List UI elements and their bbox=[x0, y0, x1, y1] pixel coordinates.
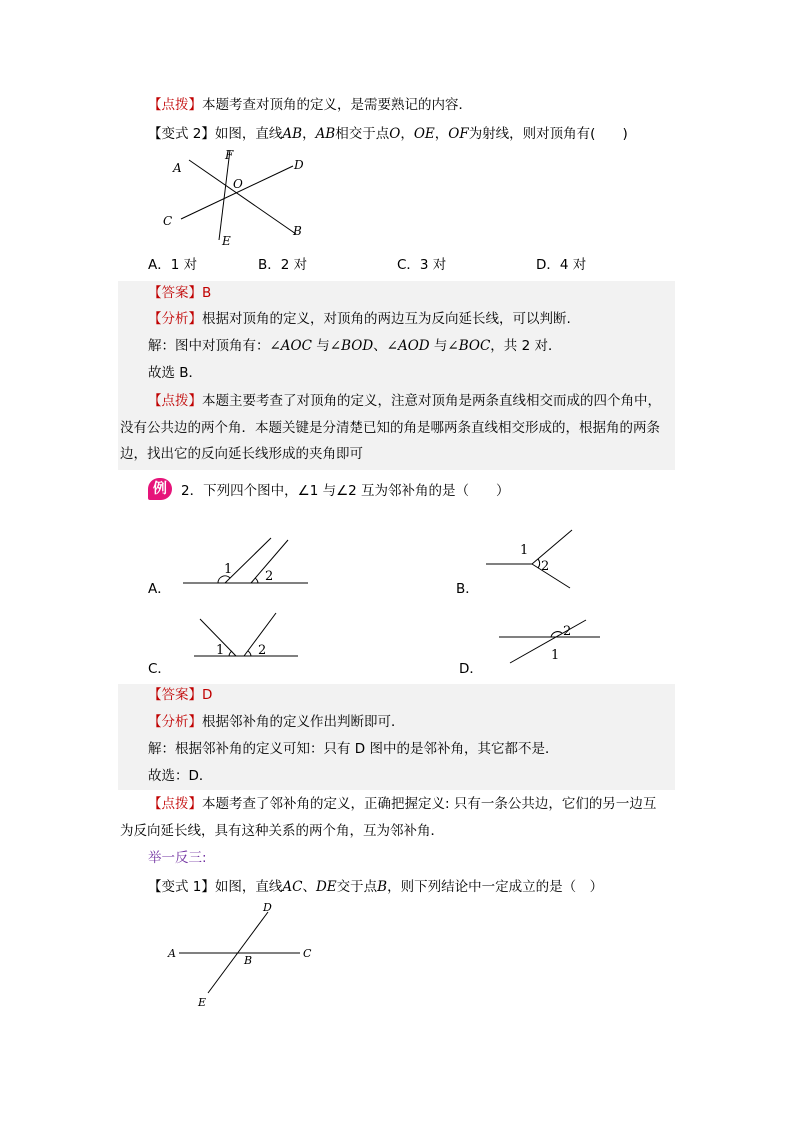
angle: ∠BOC bbox=[447, 338, 491, 354]
question-text: 交于点 bbox=[336, 879, 378, 895]
label-b: B bbox=[244, 954, 253, 967]
angle-arc-2 bbox=[255, 578, 258, 583]
label-d: D bbox=[294, 158, 304, 172]
label-o: O bbox=[233, 177, 243, 191]
sep: 、 bbox=[373, 338, 387, 354]
label-b: B bbox=[293, 224, 302, 238]
question-text: 如图，直线 bbox=[214, 126, 283, 142]
ray-oe: OE bbox=[413, 126, 435, 142]
angle-arc bbox=[538, 559, 540, 568]
angle-label-2: 2 bbox=[563, 624, 572, 639]
line-ab: AB bbox=[282, 126, 303, 142]
solution-text: 解：图中对顶角有： bbox=[148, 338, 270, 354]
line-ac: AC bbox=[282, 879, 303, 895]
analysis-text: 根据对顶角的定义，对顶角的两边互为反向延长线，可以判断. bbox=[202, 311, 571, 327]
label-f: F bbox=[225, 148, 234, 162]
example-badge: 例 bbox=[148, 478, 172, 500]
angle-arc-1 bbox=[229, 651, 232, 656]
sep: 、 bbox=[302, 879, 316, 895]
figure-option-a bbox=[178, 536, 318, 596]
angle: ∠AOC bbox=[269, 338, 312, 354]
answer-value: B bbox=[202, 285, 212, 301]
line-cd bbox=[181, 166, 293, 219]
tip-line bbox=[148, 794, 656, 814]
figure-option-d bbox=[496, 614, 616, 674]
tip-tag: 【点拨】 bbox=[148, 796, 202, 812]
fig-option-c-label[interactable]: C． bbox=[148, 661, 171, 677]
choose-line: 故选：D． bbox=[148, 768, 213, 784]
figure-practice bbox=[165, 900, 335, 1010]
tip-line bbox=[148, 95, 472, 115]
ray-up bbox=[532, 530, 572, 564]
angle-arc-2 bbox=[248, 651, 251, 656]
analysis-line bbox=[148, 309, 571, 329]
tip-text: 本题主要考查了对顶角的定义，注意对顶角是两条直线相交而成的四个角中， bbox=[202, 393, 661, 409]
choose-line: 故选 B． bbox=[148, 365, 203, 381]
fig-option-d-label[interactable]: D． bbox=[459, 661, 483, 677]
line-de: DE bbox=[315, 879, 337, 895]
tip-text: 本题考查对顶角的定义，是需要熟记的内容． bbox=[202, 97, 472, 113]
option-d[interactable]: D．4 对 bbox=[536, 257, 587, 273]
answer-line bbox=[148, 283, 211, 303]
option-c[interactable]: C．3 对 bbox=[397, 257, 447, 273]
tip-line: 边，找出它的反向延长线形成的夹角即可 bbox=[120, 446, 363, 462]
variant2-question bbox=[148, 124, 628, 144]
analysis-line bbox=[148, 712, 405, 732]
tip-line: 没有公共边的两个角．本题关键是分清楚已知的角是哪两条直线相交形成的，根据角的两条 bbox=[120, 420, 660, 436]
tip-line: 为反向延长线，具有这种关系的两个角，互为邻补角． bbox=[120, 823, 444, 839]
tip-line bbox=[148, 391, 661, 411]
answer-tag: 【答案】 bbox=[148, 285, 202, 301]
example-question: 2．下列四个图中，∠1 与∠2 互为邻补角的是（ ） bbox=[181, 483, 510, 499]
point-o: O bbox=[389, 126, 401, 142]
line-ab bbox=[189, 160, 296, 234]
angle: ∠BOD bbox=[329, 338, 374, 354]
angle-label-1: 1 bbox=[551, 648, 560, 663]
question-text: 如图，直线 bbox=[214, 879, 283, 895]
answer-line bbox=[148, 685, 212, 705]
angle-label-1: 1 bbox=[520, 543, 529, 558]
tip-tag: 【点拨】 bbox=[148, 393, 202, 409]
label-a: A bbox=[168, 947, 176, 960]
answer-value: D bbox=[202, 687, 213, 703]
fig-option-a-label[interactable]: A． bbox=[148, 581, 171, 597]
practice-heading: 举一反三: bbox=[148, 850, 207, 866]
variant-tag: 【变式 2】 bbox=[148, 126, 215, 142]
answer-tag: 【答案】 bbox=[148, 687, 202, 703]
ray-of-oe bbox=[219, 150, 230, 240]
analysis-tag: 【分析】 bbox=[148, 311, 202, 327]
label-c: C bbox=[303, 947, 312, 960]
solution-line: 解：根据邻补角的定义可知：只有 D 图中的是邻补角，其它都不是． bbox=[148, 741, 559, 757]
question-text: 为射线，则对顶角有( ) bbox=[468, 126, 628, 142]
analysis-tag: 【分析】 bbox=[148, 714, 202, 730]
label-a: A bbox=[173, 161, 182, 175]
option-a[interactable]: A．1 对 bbox=[148, 257, 198, 273]
sep: ， bbox=[434, 126, 449, 142]
sep: ， bbox=[400, 126, 414, 142]
solution-line bbox=[148, 336, 561, 356]
question-text: 相交于点 bbox=[335, 126, 390, 142]
label-c: C bbox=[163, 214, 173, 228]
solution-text: 与 bbox=[429, 338, 448, 354]
variant-tag: 【变式 1】 bbox=[148, 879, 215, 895]
label-d: D bbox=[263, 901, 272, 914]
angle: ∠AOD bbox=[386, 338, 430, 354]
analysis-text: 根据邻补角的定义作出判断即可． bbox=[202, 714, 405, 730]
line-ab: AB bbox=[315, 126, 336, 142]
solution-text: ，共 2 对． bbox=[490, 338, 562, 354]
figure-option-c bbox=[186, 611, 326, 671]
angle-label-1: 1 bbox=[224, 562, 233, 577]
solution-text: 与 bbox=[311, 338, 330, 354]
option-b[interactable]: B．2 对 bbox=[258, 257, 308, 273]
ray-of: OF bbox=[448, 126, 469, 142]
practice-question bbox=[148, 877, 603, 897]
tip-tag: 【点拨】 bbox=[148, 97, 202, 113]
fig-option-b-label[interactable]: B． bbox=[456, 581, 479, 597]
line-slant bbox=[510, 620, 586, 663]
angle-label-2: 2 bbox=[258, 643, 267, 658]
angle-label-2: 2 bbox=[265, 569, 274, 584]
question-text: ，则下列结论中一定成立的是（ ） bbox=[387, 879, 604, 895]
sep: ， bbox=[302, 126, 316, 142]
point-b: B bbox=[377, 879, 388, 895]
figure-option-b bbox=[484, 528, 594, 598]
tip-text: 本题考查了邻补角的定义，正确把握定义: 只有一条公共边，它们的另一边互 bbox=[202, 796, 657, 812]
label-e: E bbox=[222, 234, 231, 248]
angle-label-2: 2 bbox=[541, 559, 550, 574]
label-e: E bbox=[198, 996, 207, 1009]
figure-intersecting-lines bbox=[160, 146, 360, 256]
angle-label-1: 1 bbox=[216, 643, 225, 658]
